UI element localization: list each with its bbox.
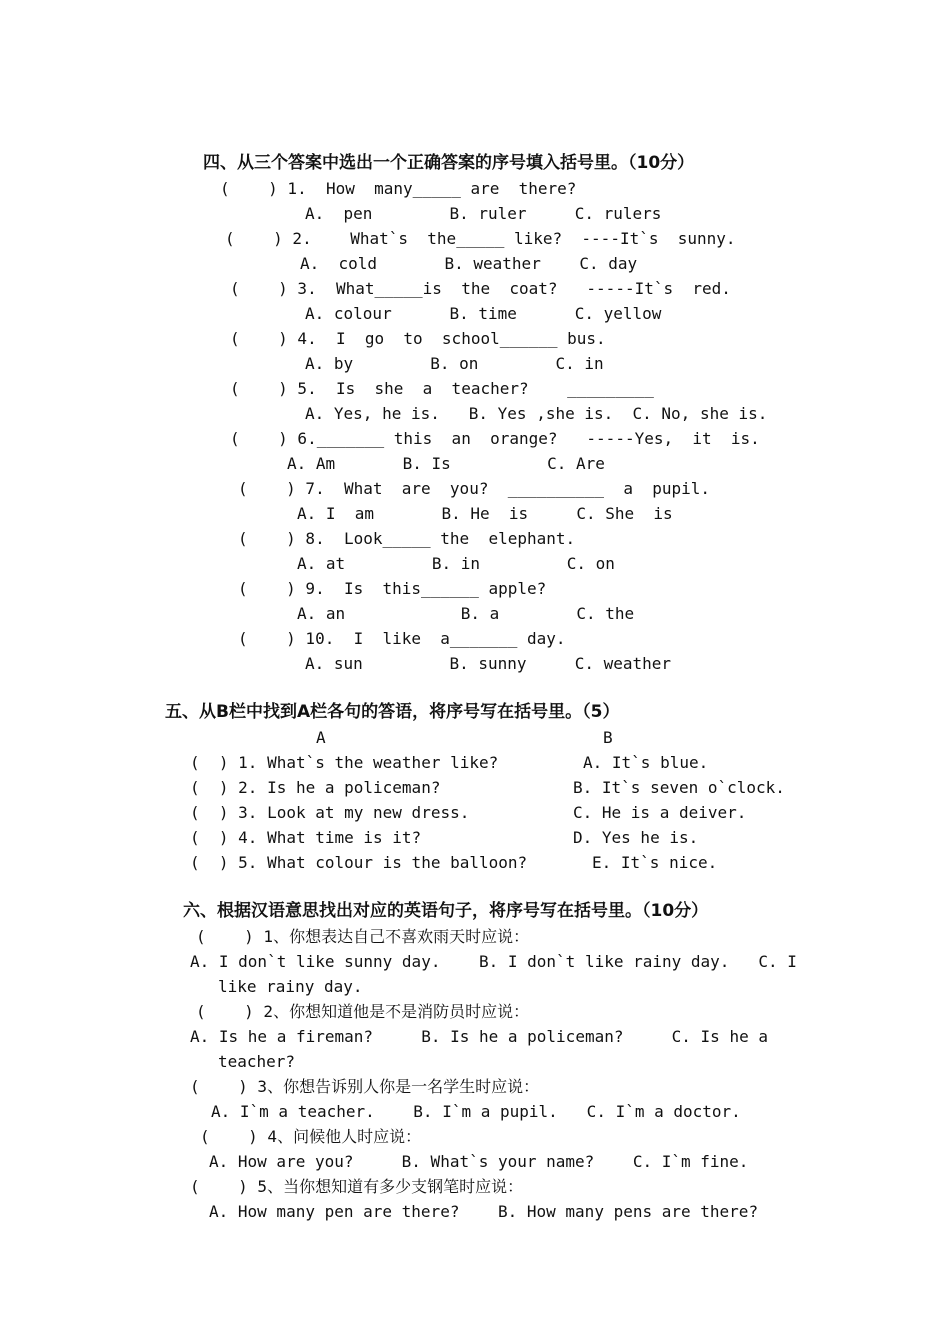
q4-1: ( ) 1. How many_____ are there? xyxy=(220,179,577,198)
q4-6: ( ) 6._______ this an orange? -----Yes, it is. xyxy=(230,429,760,448)
q6-2-options: A. Is he a fireman? B. Is he a policeman? C. Is he a xyxy=(190,1027,768,1046)
q6-2: ( ) 2、你想知道他是不是消防员时应说： xyxy=(196,1002,530,1021)
q4-2-options: A. cold B. weather C. day xyxy=(300,254,638,273)
q6-5: ( ) 5、当你想知道有多少支钢笔时应说： xyxy=(190,1177,524,1196)
match-a-4: ( ) 4. What time is it? xyxy=(190,828,422,847)
q6-1-options: A. I don`t like sunny day. B. I don`t like rainy day. C. I xyxy=(190,952,797,971)
q4-1-options: A. pen B. ruler C. rulers xyxy=(305,204,662,223)
q4-9: ( ) 9. Is this______ apple? xyxy=(238,579,547,598)
column-a-header: A xyxy=(316,728,326,747)
section-5-title: 五、从B栏中找到A栏各句的答语，将序号写在括号里。（5） xyxy=(165,702,620,722)
match-b-d: D. Yes he is. xyxy=(573,828,699,847)
q4-8-options: A. at B. in C. on xyxy=(297,554,615,573)
q4-3: ( ) 3. What_____is the coat? -----It`s red. xyxy=(230,279,731,298)
match-a-5: ( ) 5. What colour is the balloon? xyxy=(190,853,528,872)
q6-4-options: A. How are you? B. What`s your name? C. I`m fine. xyxy=(209,1152,749,1171)
q4-7: ( ) 7. What are you? __________ a pupil. xyxy=(238,479,711,498)
match-b-e: E. It`s nice. xyxy=(592,853,718,872)
q4-10: ( ) 10. I like a_______ day. xyxy=(238,629,566,648)
q6-2-options-cont: teacher? xyxy=(218,1052,296,1071)
q6-3: ( ) 3、你想告诉别人你是一名学生时应说： xyxy=(190,1077,540,1096)
q4-3-options: A. colour B. time C. yellow xyxy=(305,304,662,323)
q4-10-options: A. sun B. sunny C. weather xyxy=(305,654,672,673)
q4-4-options: A. by B. on C. in xyxy=(305,354,604,373)
q4-9-options: A. an B. a C. the xyxy=(297,604,635,623)
q4-7-options: A. I am B. He is C. She is xyxy=(297,504,673,523)
match-a-1: ( ) 1. What`s the weather like? xyxy=(190,753,499,772)
q6-4: ( ) 4、问候他人时应说： xyxy=(200,1127,422,1146)
match-a-3: ( ) 3. Look at my new dress. xyxy=(190,803,470,822)
match-b-c: C. He is a deiver. xyxy=(573,803,747,822)
q6-3-options: A. I`m a teacher. B. I`m a pupil. C. I`m a doctor. xyxy=(211,1102,741,1121)
match-a-2: ( ) 2. Is he a policeman? xyxy=(190,778,441,797)
q4-4: ( ) 4. I go to school______ bus. xyxy=(230,329,606,348)
q6-5-options: A. How many pen are there? B. How many pens are there? xyxy=(209,1202,759,1221)
section-4-title: 四、从三个答案中选出一个正确答案的序号填入括号里。（10分） xyxy=(203,153,695,173)
match-b-b: B. It`s seven o`clock. xyxy=(573,778,785,797)
match-b-a: A. It`s blue. xyxy=(583,753,709,772)
q6-1-options-cont: like rainy day. xyxy=(218,977,363,996)
q4-5-options: A. Yes, he is. B. Yes ,she is. C. No, she is. xyxy=(305,404,768,423)
section-6-title: 六、根据汉语意思找出对应的英语句子，将序号写在括号里。（10分） xyxy=(183,901,709,921)
column-b-header: B xyxy=(603,728,613,747)
q4-6-options: A. Am B. Is C. Are xyxy=(287,454,605,473)
q6-1: ( ) 1、你想表达自己不喜欢雨天时应说： xyxy=(196,927,530,946)
q4-2: ( ) 2. What`s the_____ like? ----It`s sunny. xyxy=(225,229,736,248)
q4-8: ( ) 8. Look_____ the elephant. xyxy=(238,529,576,548)
q4-5: ( ) 5. Is she a teacher? _________ xyxy=(230,379,654,398)
